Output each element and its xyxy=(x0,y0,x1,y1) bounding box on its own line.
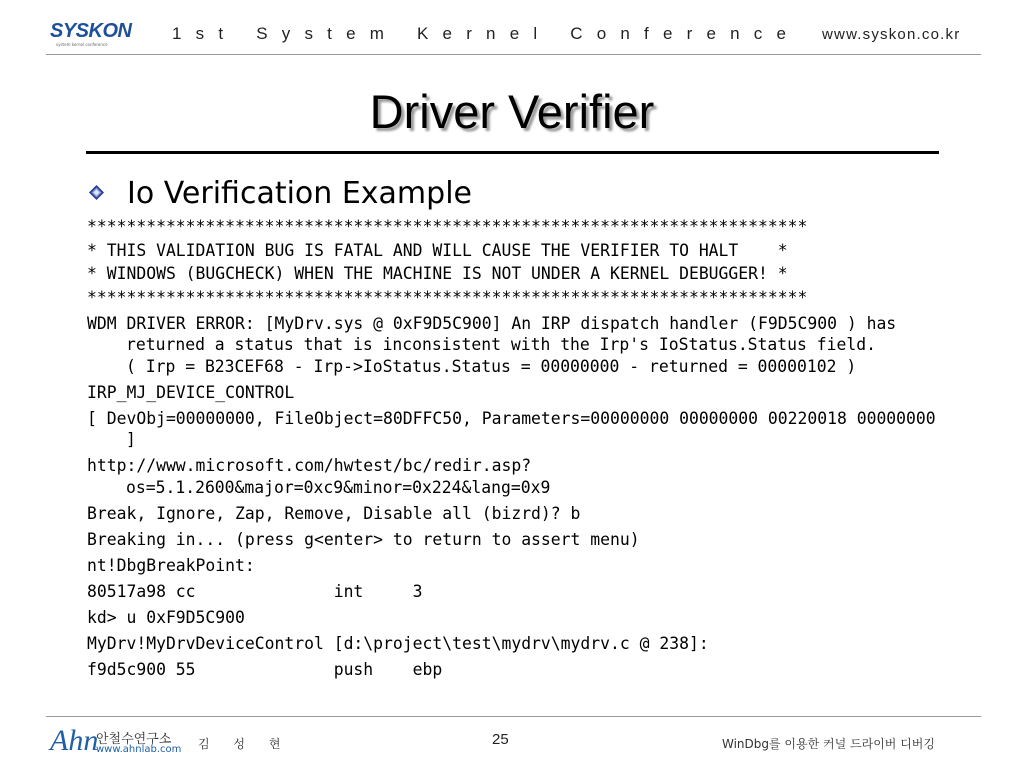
dbgbreakpoint-line: nt!DbgBreakPoint: xyxy=(87,555,255,575)
conference-title: 1st System Kernel Conference xyxy=(172,24,801,43)
page-number: 25 xyxy=(492,731,509,748)
debug-output xyxy=(87,216,947,685)
symbol-location-line: MyDrv!MyDrvDeviceControl [d:\project\test\mydrv\mydrv.c @ 238]: xyxy=(87,633,709,653)
footer-divider xyxy=(46,716,981,717)
diamond-bullet-icon xyxy=(89,185,104,200)
kd-command-line: kd> u 0xF9D5C900 xyxy=(87,607,245,627)
ahnlab-logo xyxy=(50,724,180,758)
header-divider xyxy=(46,54,981,55)
irp-parameters-line: [ DevObj=00000000, FileObject=80DFFC50, Parameters=00000000 00000000 00220018 00000000 ] xyxy=(87,408,946,449)
ahnlab-logo-url: www.ahnlab.com xyxy=(96,744,182,755)
syskon-logo-text: SYSKON xyxy=(50,20,132,42)
banner-line: ************************************************************************* xyxy=(87,287,808,307)
syskon-logo xyxy=(46,12,132,47)
irp-major-function-line: IRP_MJ_DEVICE_CONTROL xyxy=(87,382,295,402)
bullet-heading: Io Verification Example xyxy=(127,176,472,211)
slide-title: Driver Verifier xyxy=(369,85,655,138)
assert-prompt-line: Break, Ignore, Zap, Remove, Disable all (bizrd)? b xyxy=(87,503,581,523)
banner-line: * THIS VALIDATION BUG IS FATAL AND WILL CAUSE THE VERIFIER TO HALT * xyxy=(87,240,788,260)
ahnlab-logo-mark: Ahn xyxy=(50,724,99,757)
title-underline xyxy=(86,151,939,154)
disasm-line: f9d5c900 55 push ebp xyxy=(87,659,443,679)
banner-line: * WINDOWS (BUGCHECK) WHEN THE MACHINE IS NOT UNDER A KERNEL DEBUGGER! * xyxy=(87,264,788,283)
disasm-line: 80517a98 cc int 3 xyxy=(87,581,423,601)
syskon-logo-tagline: system kernel conference xyxy=(56,42,108,47)
header-url: www.syskon.co.kr xyxy=(822,26,961,43)
ahnlab-logo-korean: 안철수연구소 xyxy=(96,732,172,747)
wdm-driver-error-line: WDM DRIVER ERROR: [MyDrv.sys @ 0xF9D5C900] An IRP dispatch handler (F9D5C900 ) has returned a status that is inconsistent with the Irp's IoStatus.Status field. ( Irp = B23CEF68 - Irp->IoStatus.Status = 00000000 - returned = 00000102 ) xyxy=(87,313,897,376)
banner-line: ************************************************************************* xyxy=(87,217,808,236)
course-title: WinDbg를 이용한 커널 드라이버 디버깅 xyxy=(722,737,935,751)
help-url-line: http://www.microsoft.com/hwtest/bc/redir.asp?os=5.1.2600&major=0xc9&minor=0x224&lang=0x9 xyxy=(87,456,551,497)
breaking-in-line: Breaking in... (press g<enter> to return to assert menu) xyxy=(87,529,640,549)
author-name: 김 성 현 xyxy=(198,737,291,751)
